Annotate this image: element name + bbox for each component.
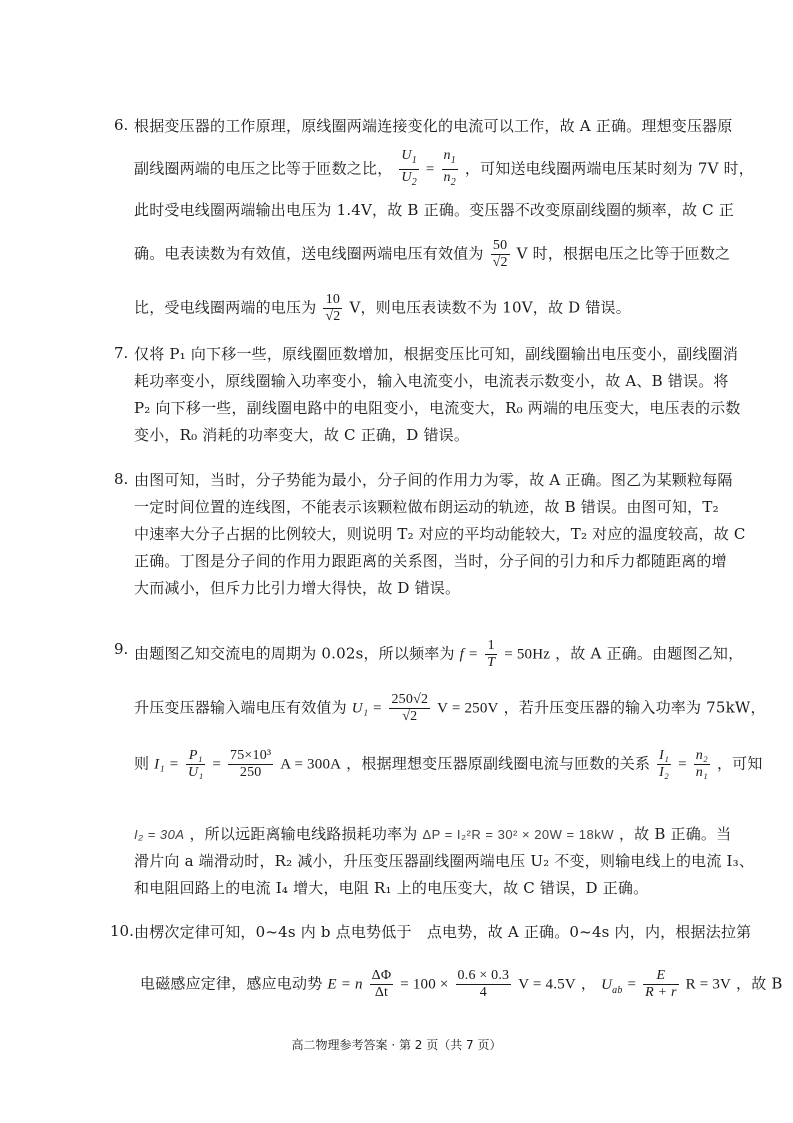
- text-segment: ，: [580, 974, 597, 993]
- denominator: √2: [492, 255, 508, 270]
- voltage-fraction: [323, 292, 342, 325]
- math-symbol: n: [443, 170, 451, 185]
- numerator: 0.6 × 0.3: [457, 968, 510, 983]
- math-symbol: U: [401, 148, 412, 163]
- text-segment: ，可知: [716, 754, 763, 773]
- text-segment: ，若升压变压器的输入功率为 75kW，: [503, 698, 766, 717]
- text-line: 耗功率变小，原线圈输入功率变小，输入电流变小，电流表示数变小，故 A、B 错误。将: [134, 372, 729, 390]
- current-fraction: [186, 748, 205, 781]
- equals-sign: =: [212, 756, 222, 773]
- answer-number: 8.: [114, 470, 129, 488]
- denominator: 250: [239, 765, 262, 780]
- value-fraction: [456, 968, 512, 1001]
- math-result: R = 3V: [685, 976, 732, 993]
- denominator: U₁: [188, 765, 204, 780]
- numerator: 1: [485, 638, 497, 655]
- voltage-fraction: [643, 968, 678, 1001]
- text-segment: 确。电表读数为有效值，送电线圈两端电压有效值为: [134, 244, 484, 263]
- subscript: ab: [612, 984, 623, 996]
- denominator: Δt: [374, 985, 389, 1000]
- text-line: [134, 148, 754, 191]
- text-line: 变小，R₀ 消耗的功率变大，故 C 正确，D 错误。: [134, 426, 470, 444]
- voltage-fraction: [389, 692, 430, 725]
- current-value-fraction: [228, 748, 273, 781]
- text-segment: ，所以远距离输电线路损耗功率为: [189, 825, 418, 843]
- frequency-fraction: [485, 638, 497, 671]
- numerator: 50: [491, 238, 510, 255]
- numerator: ΔΦ: [371, 968, 392, 983]
- text-line: 一定时间位置的连线图，不能表示该颗粒做布朗运动的轨迹，故 B 错误。由图可知，T₂: [134, 498, 719, 516]
- text-segment: 电磁感应定律，感应电动势: [140, 974, 323, 993]
- math-symbol: f =: [459, 646, 479, 663]
- equals-sign: =: [627, 976, 637, 993]
- math-symbol: U: [401, 170, 412, 185]
- text-segment: 副线圈两端的电压之比等于匝数之比，: [134, 159, 393, 178]
- text-line: 中速率大分子占据的比例较大，则说明 T₂ 对应的平均动能较大，T₂ 对应的温度较高，故 C: [134, 525, 746, 543]
- text-line: [134, 748, 763, 781]
- text-line: 根据变压器的工作原理，原线圈两端连接变化的电流可以工作，故 A 正确。理想变压器原: [134, 117, 733, 135]
- page-footer: 高二物理参考答案 · 第 2 页（共 7 页）: [291, 1038, 502, 1052]
- denominator: √2: [325, 309, 341, 324]
- text-line: 正确。丁图是分子间的作用力跟距离的关系图，当时，分子间的引力和斥力都随距离的增: [134, 552, 727, 570]
- text-line: 仅将 P₁ 向下移一些，原线圈匝数增加，根据变压比可知，副线圈输出电压变小，副线圈消: [134, 345, 739, 363]
- text-line: [134, 692, 766, 725]
- text-line: 由图可知，当时，分子势能为最小，分子间的作用力为零，故 A 正确。图乙为某颗粒每隔: [134, 471, 733, 489]
- text-line: 此时受电线圈两端输出电压为 1.4V，故 B 正确。变压器不改变原副线圈的频率，故 C 正: [134, 201, 735, 219]
- text-segment: ，故 B 正确。当: [618, 825, 732, 843]
- math-symbol: n: [443, 148, 451, 163]
- denominator: R + r: [645, 985, 677, 1000]
- turns-ratio-fraction: $\frac{n_1}{n_2}$: [443, 148, 456, 188]
- text-segment: 则: [134, 754, 150, 773]
- text-line: 滑片向 a 端滑动时，R₂ 减小，升压变压器副线圈两端电压 U₂ 不变，则输电线上的电流 I₃、: [134, 852, 755, 870]
- numerator: 250√2: [391, 692, 429, 707]
- flux-fraction: [370, 968, 394, 1001]
- math-symbol: I₁ =: [154, 756, 180, 773]
- math-result: A = 300A: [280, 756, 342, 773]
- text-segment: ，根据理想变压器原副线圈电流与匝数的关系: [346, 754, 651, 773]
- answer-number: 6.: [114, 116, 129, 134]
- text-segment: 比，受电线圈两端的电压为: [134, 298, 317, 317]
- equals-sign: =: [678, 756, 687, 773]
- math-symbol: [601, 976, 623, 996]
- numerator: I₁: [659, 748, 670, 763]
- answer-number: 7.: [114, 344, 129, 362]
- text-line: [140, 968, 783, 1001]
- text-segment: ，可知送电线圈两端电压某时刻为 7V 时，: [464, 159, 754, 178]
- text-line: 大而减小，但斥力比引力增大得快，故 D 错误。: [134, 579, 461, 597]
- denominator: T: [487, 655, 496, 670]
- answer-number: 9.: [114, 640, 129, 658]
- text-segment: 由题图乙知交流电的周期为 0.02s，所以频率为: [134, 644, 455, 663]
- math-result: V = 4.5V: [518, 976, 576, 993]
- text-line: [134, 824, 731, 845]
- text-segment: ，故 A 正确。由题图乙知，: [555, 644, 744, 663]
- text-segment: 升压变压器输入端电压有效值为: [134, 698, 347, 717]
- numerator: P₁: [186, 748, 205, 765]
- numerator: 75×10³: [230, 748, 272, 763]
- text-line: 和电阻回路上的电流 I₄ 增大，电阻 R₁ 上的电压变大，故 C 错误，D 正确。: [134, 879, 649, 897]
- voltage-fraction: [491, 238, 510, 271]
- math-symbol: E = n: [327, 976, 363, 993]
- math-result: = 50Hz: [504, 646, 551, 663]
- text-segment: V，则电压表读数不为 10V，故 D 错误。: [349, 298, 631, 317]
- denominator: n₁: [695, 765, 708, 780]
- text-line: [134, 292, 631, 325]
- denominator: I₂: [659, 765, 670, 780]
- equals-sign: =: [425, 161, 435, 178]
- voltage-ratio-fraction: $\frac{U_1}{U_2}$: [401, 148, 417, 188]
- math-operator: = 100 ×: [400, 976, 449, 993]
- denominator: √2: [402, 709, 418, 724]
- math-expression: I₂ = 30A: [134, 827, 185, 842]
- answer-number: 10.: [110, 922, 134, 940]
- math-symbol: U: [601, 976, 613, 993]
- current-ratio-fraction: [657, 748, 671, 781]
- text-line: [134, 638, 743, 671]
- math-expression: ΔP = I₂²R = 30² × 20W = 18kW: [422, 827, 614, 842]
- turns-ratio-fraction: [694, 748, 710, 781]
- math-result: V = 250V: [437, 700, 499, 717]
- text-line: 由楞次定律可知，0~4s 内 b 点电势低于 点电势，故 A 正确。0~4s 内，内，根据法拉第: [134, 923, 752, 941]
- text-line: [134, 238, 730, 271]
- numerator: E: [643, 968, 678, 985]
- numerator: n₂: [695, 748, 708, 763]
- math-symbol: U₁ =: [351, 700, 383, 717]
- numerator: 10: [323, 292, 342, 309]
- text-segment: ，故 B: [736, 974, 783, 993]
- text-segment: V 时，根据电压之比等于匝数之: [516, 244, 731, 263]
- text-line: P₂ 向下移一些，副线圈电路中的电阻变小，电流变大，R₀ 两端的电压变大，电压表的示数: [134, 399, 741, 417]
- denominator: 4: [479, 985, 487, 1000]
